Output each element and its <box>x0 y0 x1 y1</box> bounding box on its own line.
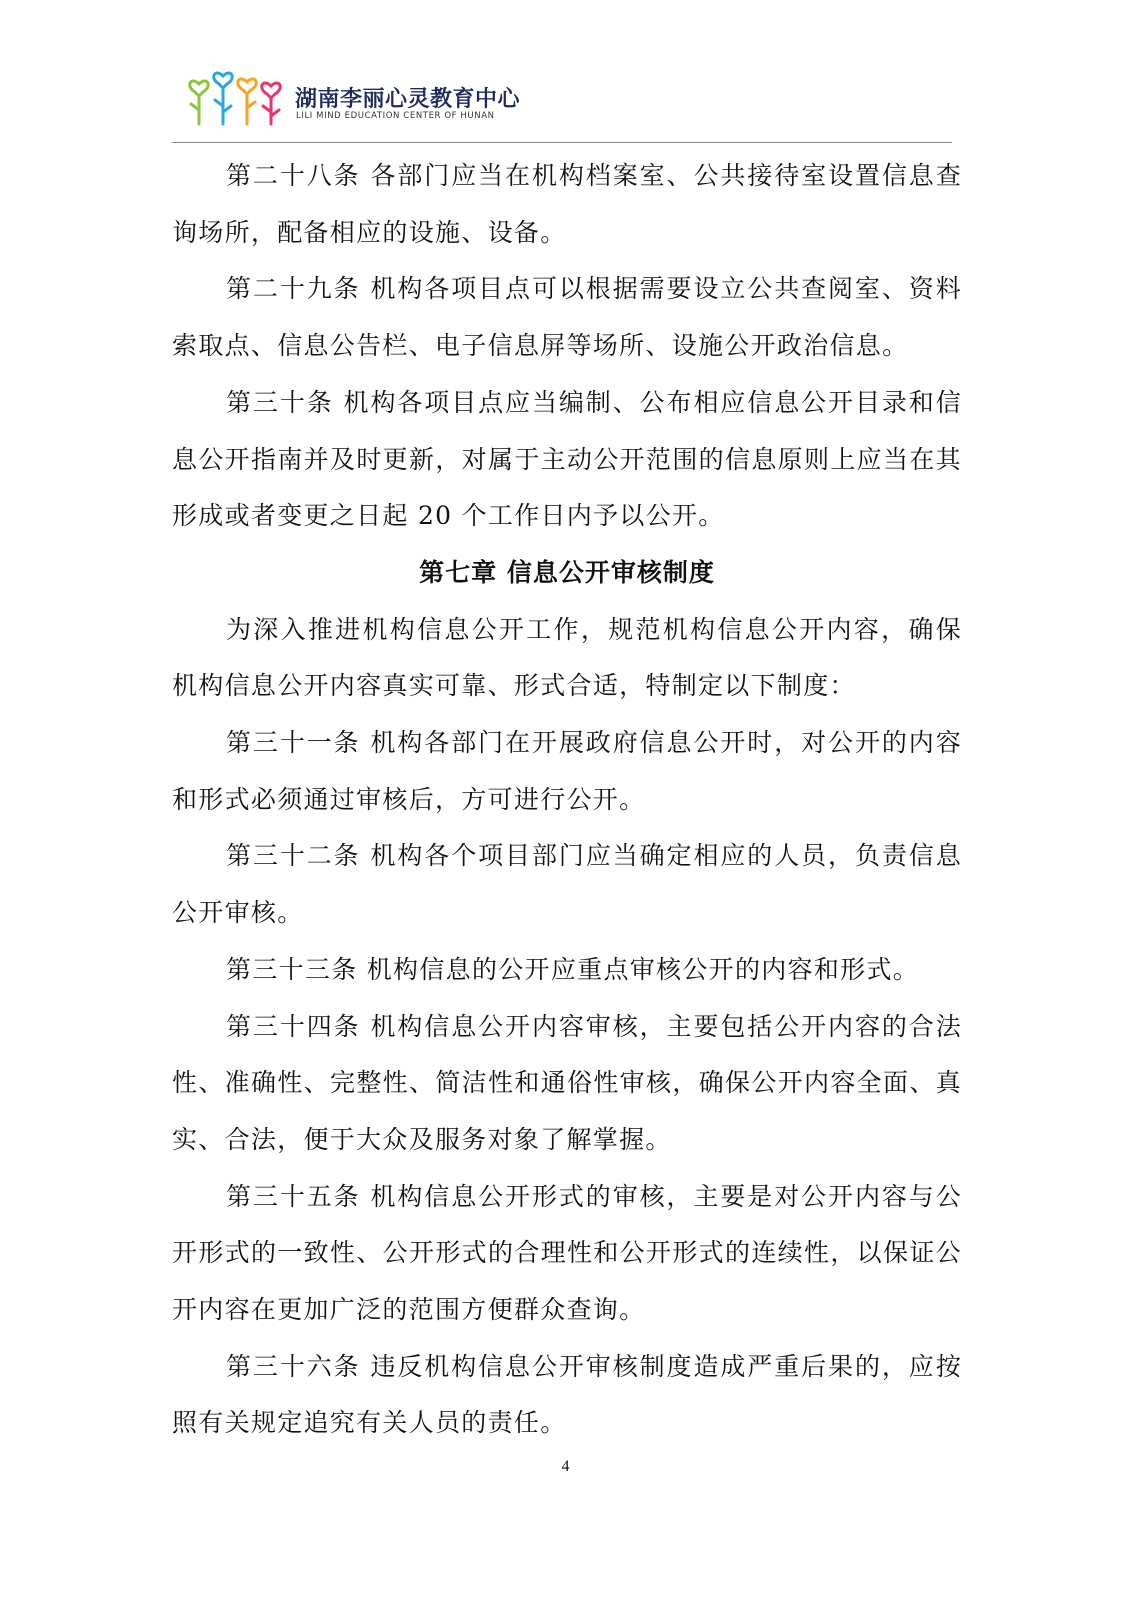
article-35: 第三十五条 机构信息公开形式的审核，主要是对公开内容与公开形式的一致性、公开形式的合理性和公开形式的连续性，以保证公开内容在更加广泛的范围方便群众查询。 <box>172 1181 962 1325</box>
chapter-heading: 第七章 信息公开审核制度 <box>419 557 715 587</box>
article-29: 第二十九条 机构各项目点可以根据需要设立公共查阅室、资料索取点、信息公告栏、电子信息屏等场所、设施公开政治信息。 <box>172 274 962 361</box>
organization-name: 湖南李丽心灵教育中心 <box>295 87 521 112</box>
chapter-intro: 为深入推进机构信息公开工作，规范机构信息公开内容，确保机构信息公开内容真实可靠、形式合适，特制定以下制度： <box>172 614 962 701</box>
article-28: 第二十八条 各部门应当在机构档案室、公共接待室设置信息查询场所，配备相应的设施、设备。 <box>172 161 962 247</box>
article-36: 第三十六条 违反机构信息公开审核制度造成严重后果的，应按照有关规定追究有关人员的责任。 <box>172 1351 962 1438</box>
page-number: 4 <box>561 1458 570 1475</box>
article-30: 第三十条 机构各项目点应当编制、公布相应信息公开目录和信息公开指南并及时更新，对属于主动公开范围的信息原则上应当在其形成或者变更之日起 20 个工作日内予以公开。 <box>172 387 962 531</box>
page-header <box>185 66 945 128</box>
article-32: 第三十二条 机构各个项目部门应当确定相应的人员，负责信息公开审核。 <box>172 841 962 928</box>
organization-english-name: LILI MIND EDUCATION CENTER OF HUNAN <box>296 111 495 121</box>
document-body <box>172 148 962 1452</box>
article-33: 第三十三条 机构信息的公开应重点审核公开的内容和形式。 <box>226 954 920 984</box>
logo-icon <box>185 66 293 128</box>
article-34: 第三十四条 机构信息公开内容审核，主要包括公开内容的合法性、准确性、完整性、简洁性和通俗性审核，确保公开内容全面、真实、合法，便于大众及服务对象了解掌握。 <box>172 1011 962 1154</box>
article-31: 第三十一条 机构各部门在开展政府信息公开时，对公开的内容和形式必须通过审核后，方可进行公开。 <box>172 728 962 814</box>
header-divider <box>172 142 952 143</box>
